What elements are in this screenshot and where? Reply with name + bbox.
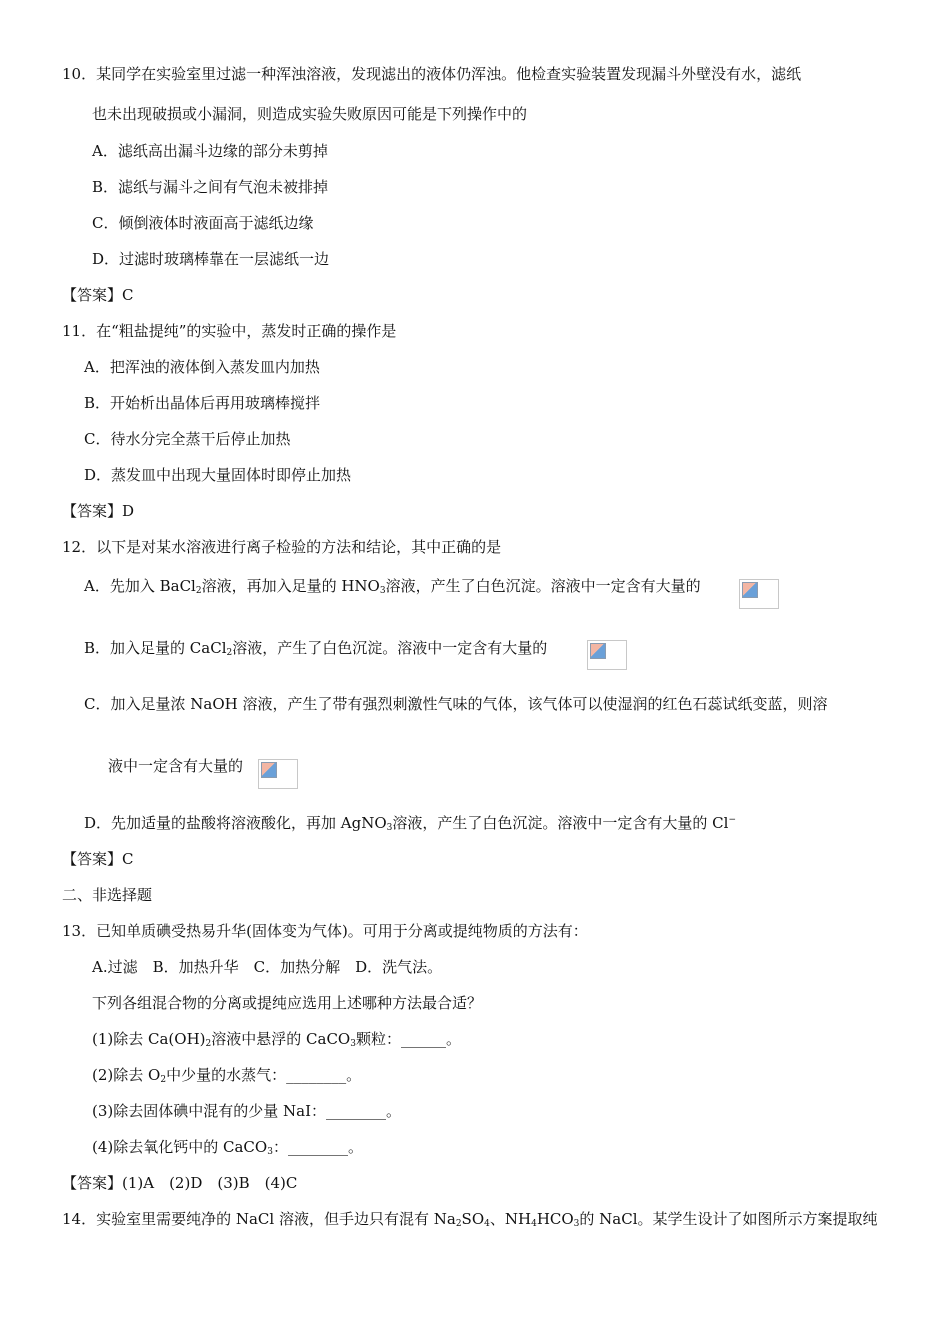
q11-stem: 11．在“粗盐提纯”的实验中，蒸发时正确的操作是 — [62, 322, 397, 340]
q11-option-a: A．把浑浊的液体倒入蒸发皿内加热 — [84, 358, 320, 376]
section-heading: 二、非选择题 — [62, 886, 153, 904]
q12-option-b: B．加入足量的 CaCl$_2$溶液，产生了白色沉淀。溶液中一定含有大量的 — [84, 639, 548, 658]
q10-option-b: B．滤纸与漏斗之间有气泡未被排掉 — [92, 178, 329, 196]
q13-answer: 【答案】(1)A (2)D (3)B (4)C — [62, 1174, 298, 1192]
q10-stem-line1: 10．某同学在实验室里过滤一种浑浊溶液，发现滤出的液体仍浑浊。他检查实验装置发现漏斗外壁没有水，滤纸 — [62, 65, 802, 83]
q12-option-d: D．先加适量的盐酸将溶液酸化，再加 AgNO$_3$溶液，产生了白色沉淀。溶液中一定含有大量的 Cl− — [84, 814, 736, 833]
q13-subquestion-1: (1)除去 $Ca(OH)_2$溶液中悬浮的 CaCO$_3$颗粒：______。 — [92, 1030, 461, 1049]
q10-stem-line2: 也未出现破损或小漏洞，则造成实验失败原因可能是下列操作中的 — [92, 105, 528, 123]
q12-option-c-line2: 液中一定含有大量的 — [108, 757, 244, 775]
q12-answer: 【答案】C — [62, 850, 134, 868]
q10-option-d: D．过滤时玻璃棒靠在一层滤纸一边 — [92, 250, 330, 268]
q12-option-c-line1: C．加入足量浓 NaOH 溶液，产生了带有强烈刺激性气味的气体，该气体可以使湿润的红色石蕊试纸变蓝，则溶 — [84, 695, 828, 713]
q12-stem: 12．以下是对某水溶液进行离子检验的方法和结论，其中正确的是 — [62, 538, 502, 556]
q14-stem: 14．实验室里需要纯净的 NaCl 溶液，但手边只有混有 $Na_2SO_4$、$NH_4HCO_3$的 NaCl。某学生设计了如图所示方案提取纯 — [62, 1210, 878, 1229]
broken-image-icon — [587, 640, 627, 670]
q10-option-a: A．滤纸高出漏斗边缘的部分未剪掉 — [92, 142, 328, 160]
q13-methods: A.过滤 B．加热升华 C．加热分解 D．洗气法。 — [92, 958, 443, 976]
q10-option-c: C．倾倒液体时液面高于滤纸边缘 — [92, 214, 314, 232]
q13-subquestion-4: (4)除去氧化钙中的 CaCO$_3$：________。 — [92, 1138, 363, 1157]
q10-answer: 【答案】C — [62, 286, 134, 304]
q11-option-d: D．蒸发皿中出现大量固体时即停止加热 — [84, 466, 352, 484]
broken-image-icon — [258, 759, 298, 789]
broken-image-icon — [739, 579, 779, 609]
q13-prompt: 下列各组混合物的分离或提纯应选用上述哪种方法最合适？ — [92, 994, 483, 1012]
q11-option-b: B．开始析出晶体后再用玻璃棒搅拌 — [84, 394, 321, 412]
q13-subquestion-3: (3)除去固体碘中混有的少量 NaI：________。 — [92, 1102, 402, 1120]
q13-subquestion-2: (2)除去 $O_2$中少量的水蒸气：________。 — [92, 1066, 362, 1085]
q12-option-a: A．先加入 BaCl$_2$溶液，再加入足量的 $HNO_3$溶液，产生了白色沉淀。溶液中一定含有大量的 — [84, 577, 701, 596]
q11-answer: 【答案】D — [62, 502, 135, 520]
q13-stem: 13．已知单质碘受热易升华(固体变为气体)。可用于分离或提纯物质的方法有： — [62, 922, 588, 940]
q11-option-c: C．待水分完全蒸干后停止加热 — [84, 430, 291, 448]
